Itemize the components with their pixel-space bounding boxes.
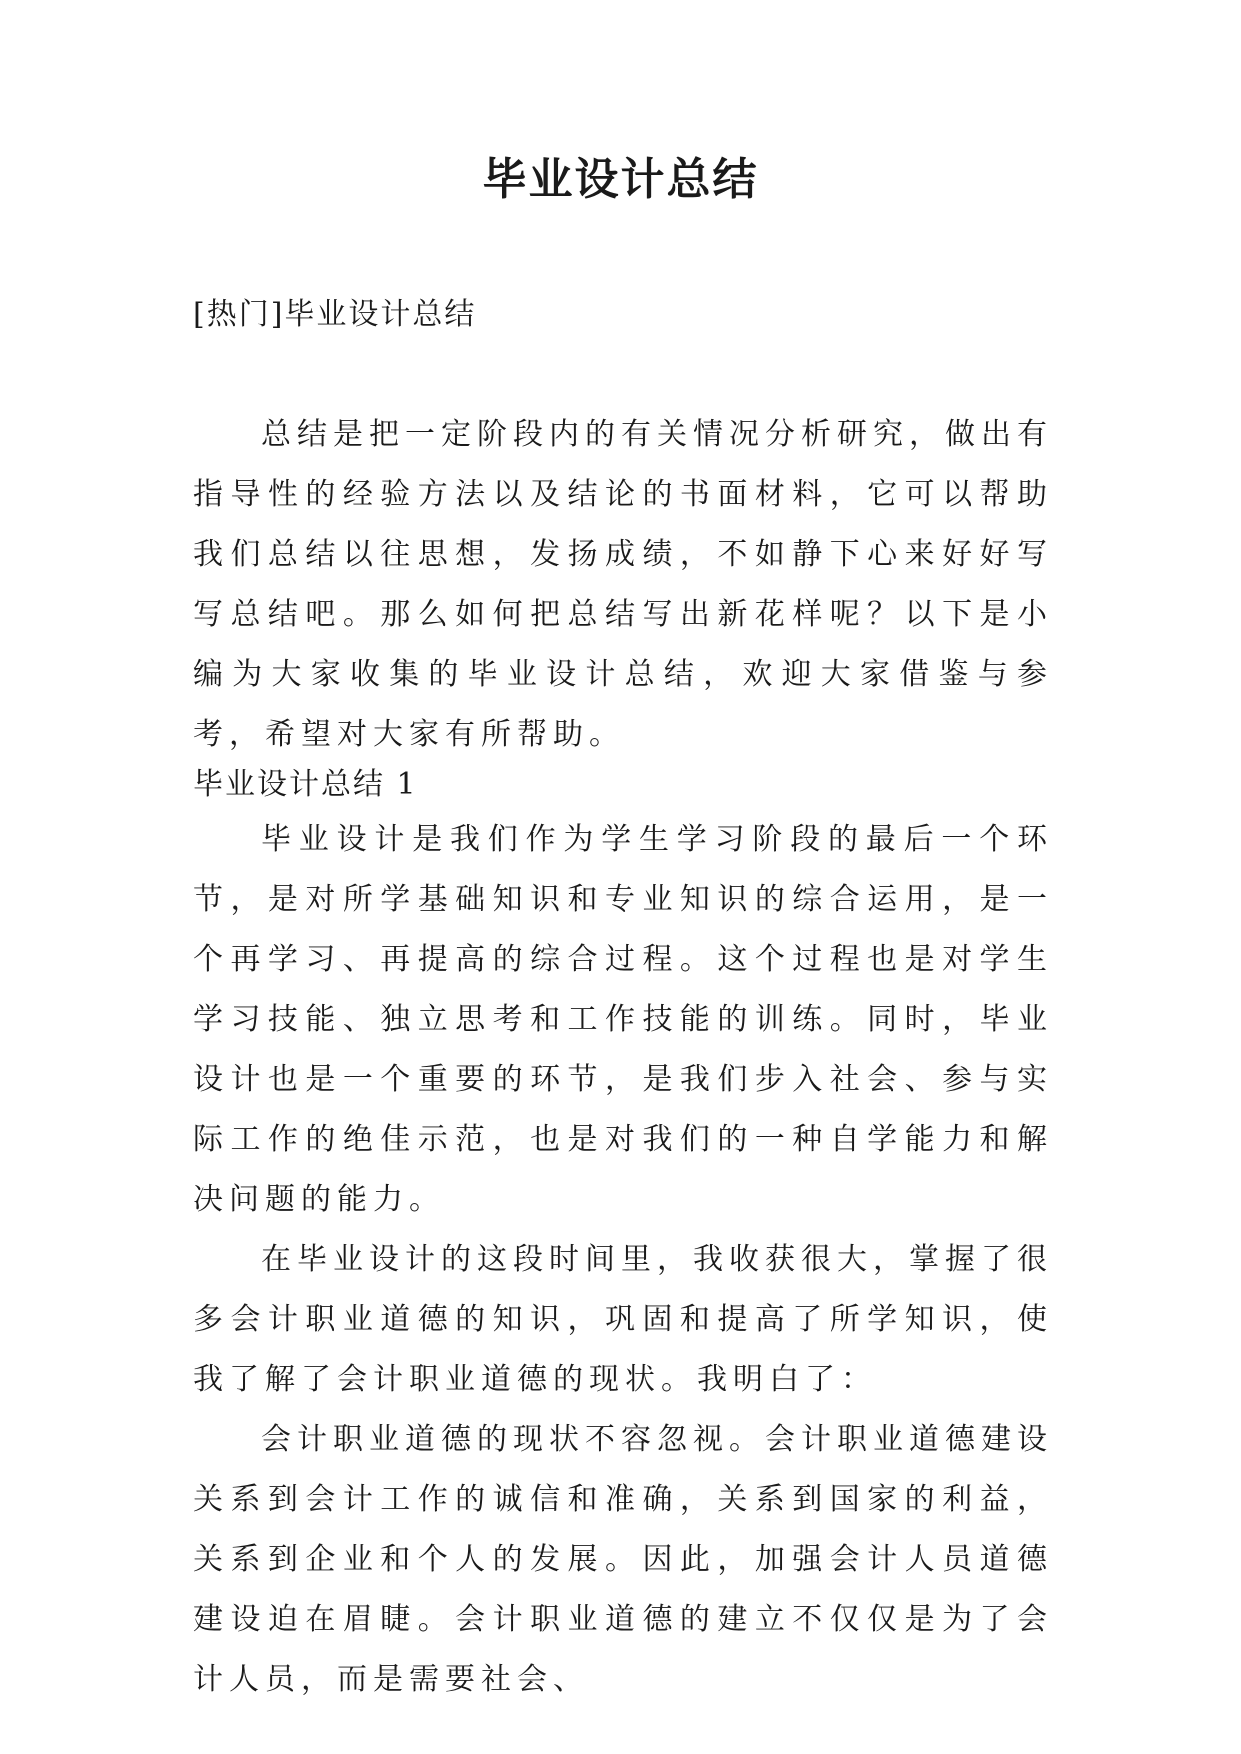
document-title: 毕业设计总结 xyxy=(482,154,759,205)
intro-paragraph: 总结是把一定阶段内的有关情况分析研究，做出有指导性的经验方法以及结论的书面材料，它可以帮助我们总结以往思想，发扬成绩，不如静下心来好好写写总结吧。那么如何把总结写出新花样呢？以下是小编为大家收集的毕业设计总结，欢迎大家借鉴与参考，希望对大家有所帮助。 xyxy=(193,417,1053,752)
intro-block xyxy=(193,405,1053,765)
body-paragraph: 在毕业设计的这段时间里，我收获很大，掌握了很多会计职业道德的知识，巩固和提高了所学知识，使我了解了会计职业道德的现状。我明白了： xyxy=(193,1242,1053,1397)
body-paragraph: 毕业设计是我们作为学生学习阶段的最后一个环节，是对所学基础知识和专业知识的综合运用，是一个再学习、再提高的综合过程。这个过程也是对学生学习技能、独立思考和工作技能的训练。同时，毕业设计也是一个重要的环节，是我们步入社会、参与实际工作的绝佳示范，也是对我们的一种自学能力和解决问题的能力。 xyxy=(193,822,1053,1217)
document-subtitle: [热门]毕业设计总结 xyxy=(193,297,477,332)
section-heading: 毕业设计总结 1 xyxy=(193,767,418,802)
body-paragraph: 会计职业道德的现状不容忽视。会计职业道德建设关系到会计工作的诚信和准确，关系到国家的利益，关系到企业和个人的发展。因此，加强会计人员道德建设迫在眉睫。会计职业道德的建立不仅仅是为了会计人员，而是需要社会、 xyxy=(193,1422,1053,1697)
section-body xyxy=(193,810,1053,1710)
